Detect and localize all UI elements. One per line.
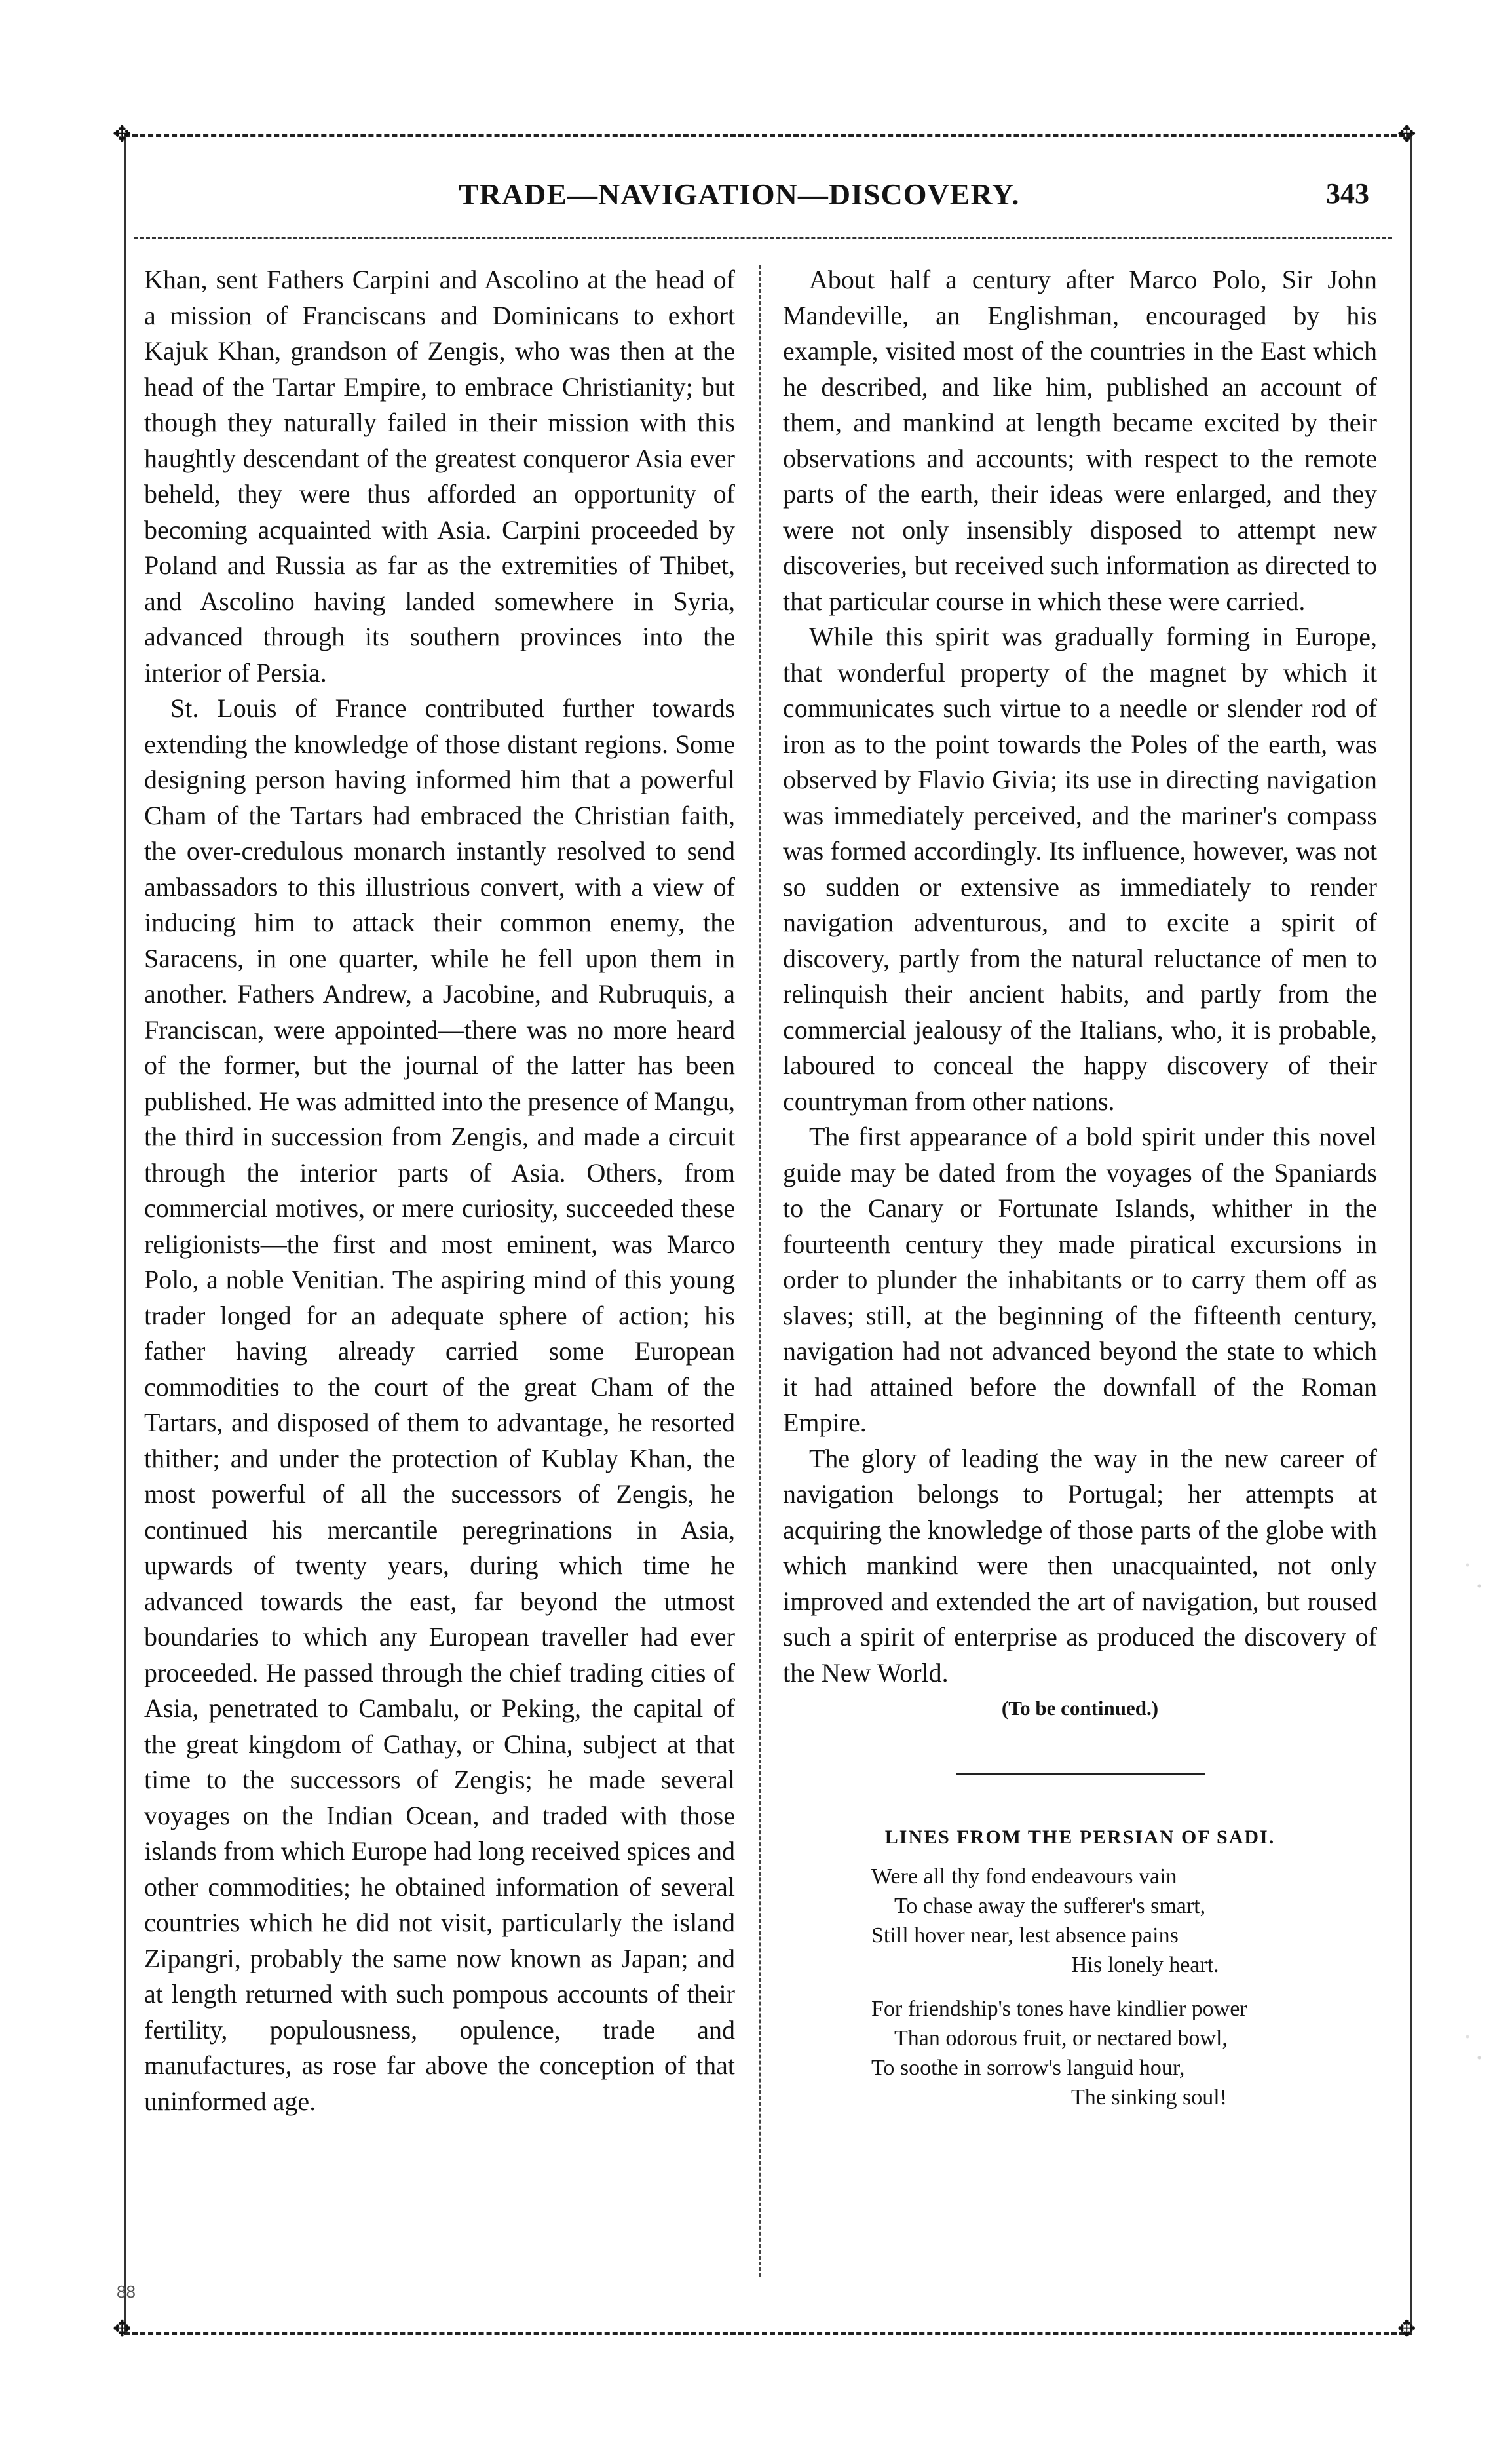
paragraph: St. Louis of France contributed further towards extending the knowledge of those distant regions. Some designing person having informed him that a powerful Cham of the Tartars had embraced the Christian faith, the over-credulous monarch instantly resolved to send ambassadors to this illustrious convert, with a view of inducing him to attack their common enemy, the Saracens, in one quarter, while he fell upon them in another. Fathers Andrew, a Jacobine, and Rubruquis, a Franciscan, were appointed—there was no more heard of the former, but the journal of the latter has been published. He was admitted into the presence of Mangu, the third in succession from Zengis, and made a circuit through the interior parts of Asia. Others, from commercial motives, or mere curiosity, succeeded these religionists—the first and most eminent, was Marco Polo, a noble Venitian. The aspiring mind of this young trader longed for an adequate sphere of action; his father having already carried some European commodities to the court of the great Cham of the Tartars, and disposed of them to advantage, he resorted thither; and under the protection of Kublay Khan, the most powerful of all the successors of Zengis, he continued his mercantile peregrinations in Asia, upwards of twenty years, during which time he advanced towards the east, far beyond the utmost boundaries to which any European traveller had ever proceeded. He passed through the chief trading cities of Asia, penetrated to Cambalu, or Peking, the capital of the great kingdom of Cathay, or China, subject at that time to the successors of Zengis; he made several voyages on the Indian Ocean, and traded with those islands from which Europe had long received spices and other commodities; he obtained information of several countries which he did not visit, particularly the island Zipangri, probably the same now known as Japan; and at length returned with such pompous accounts of their fertility, populousness, opulence, trade and manufactures, as rose far above the conception of that uninformed age. [144,693,735,2116]
poem-line: Than odorous fruit, or nectared bowl, [894,2026,1228,2050]
page-title: TRADE—NAVIGATION—DISCOVERY. [459,178,1020,211]
paragraph: Khan, sent Fathers Carpini and Ascolino at the head of a mission of Franciscans and Dominicans to exhort Kajuk Khan, grandson of Zengis, who was then at the head of the Tartar Empire, to embrace Christianity; but though they naturally failed in their mission with this haughtly descendant of the greatest conqueror Asia ever beheld, they were thus afforded an opportunity of becoming acquainted with Asia. Carpini proceeded by Poland and Russia as far as the extremities of Thibet, and Ascolino having landed somewhere in Syria, advanced through its southern provinces into the interior of Persia. [144,265,735,687]
paragraph: The glory of leading the way in the new career of navigation belongs to Portugal; her attempts at acquiring the knowledge of those parts of the globe with which mankind were then unacquainted, not only improved and extended the art of navigation, but roused such a spirit of enterprise as produced the discovery of the New World. [783,1443,1377,1687]
margin-mark: 88 [117,2282,136,2301]
poem-line: For friendship's tones have kindlier power [871,1997,1247,2021]
poem-line: The sinking soul! [1071,2085,1227,2109]
left-column [144,262,735,2119]
poem [783,1862,1377,2112]
paper-speck [1456,2005,1495,2110]
paragraph: About half a century after Marco Polo, Sir John Mandeville, an Englishman, encouraged by his example, visited most of the countries in the East which he described, and like him, published an account of them, and mankind at length became excited by their observations and accounts; with respect to the remote parts of the earth, their ideas were enlarged, and they were not only insensibly disposed to attempt new discoveries, but received such information as directed to that particular course in which these were carried. [783,265,1377,616]
right-column [783,262,1377,2112]
corner-ornament-icon: ✥ [113,2316,132,2342]
poem-line: His lonely heart. [1071,1953,1219,1977]
poem-line: Still hover near, lest absence pains [871,1923,1179,1948]
corner-ornament-icon: ✥ [1397,2316,1416,2342]
paragraph: The first appearance of a bold spirit under this novel guide may be dated from the voyages of the Spaniards to the Canary or Fortunate Islands, whither in the fourteenth century they made piratical excursions in order to plunder the inhabitants or to carry them off as slaves; still, at the beginning of the fifteenth century, navigation had not advanced beyond the state to which it had attained before the downfall of the Roman Empire. [783,1122,1377,1437]
to-be-continued-note: (To be continued.) [1001,1697,1159,1720]
running-header [157,177,1369,223]
header-rule [134,237,1392,239]
poem-line: To chase away the sufferer's smart, [894,1894,1206,1918]
page-number: 343 [1326,178,1369,210]
corner-ornament-icon: ✥ [113,121,132,147]
poem-line: To soothe in sorrow's languid hour, [871,2056,1185,2080]
paragraph: While this spirit was gradually forming in Europe, that wonderful property of the magnet by which it communicates such virtue to a needle or slender rod of iron as to the point towards the Poles of the earth, was observed by Flavio Givia; its use in directing navigation was immediately perceived, and the mariner's compass was formed accordingly. Its influence, however, was not so sudden or extensive as immediately to render navigation adventurous, and to excite a spirit of discovery, partly from the natural reluctance of men to relinquish their ancient habits, and partly from the commercial jealousy of the Italians, who, it is probable, laboured to conceal the happy discovery of their countryman from other nations. [783,622,1377,1116]
paper-speck [1456,1533,1495,1638]
poem-line: Were all thy fond endeavours vain [871,1864,1177,1889]
corner-ornament-icon: ✥ [1397,121,1416,147]
poem-title: LINES FROM THE PERSIAN OF SADI. [884,1826,1276,1848]
column-divider [759,265,761,2277]
section-separator [956,1773,1205,1775]
